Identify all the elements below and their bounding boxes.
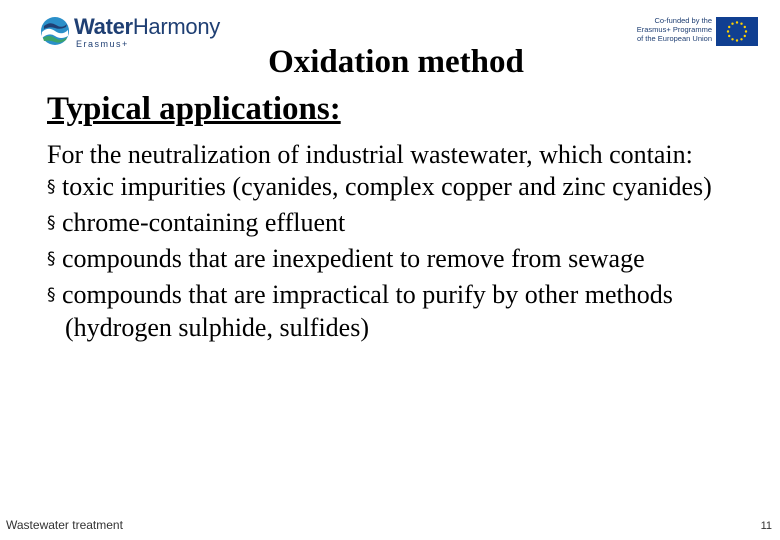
water-harmony-logo-icon	[40, 16, 70, 46]
bullet-text: toxic impurities (cyanides, complex copper and zinc cyanides)	[62, 172, 712, 201]
bullet-item	[47, 172, 767, 205]
eu-star	[731, 23, 733, 25]
eu-star	[745, 30, 747, 32]
bullet-text: compounds that are inexpedient to remove from sewage	[62, 244, 645, 273]
bullet-mark: §	[47, 213, 56, 233]
eu-cofunded-text	[620, 16, 712, 43]
eu-star	[740, 23, 742, 25]
bullet-item	[47, 208, 767, 241]
slide-content	[47, 140, 767, 345]
eu-flag-icon	[716, 17, 758, 46]
bullet-text: chrome-containing effluent	[62, 208, 346, 237]
bullet-item	[47, 244, 767, 277]
bullet-mark: §	[47, 249, 56, 269]
erasmus-label: Erasmus+	[76, 39, 129, 49]
slide-heading: Typical applications:	[47, 91, 341, 127]
eu-text-line-1: Co-funded by the	[654, 16, 712, 25]
slide-title: Oxidation method	[268, 44, 524, 80]
eu-star	[736, 21, 738, 23]
eu-star	[728, 35, 730, 37]
bullet-mark: §	[47, 177, 56, 197]
eu-star	[727, 30, 729, 32]
eu-text-line-2: Erasmus+ Programme	[636, 25, 712, 34]
bullet-item	[47, 280, 767, 342]
footer-topic: Wastewater treatment	[6, 518, 123, 532]
eu-star	[728, 26, 730, 28]
bullet-mark: §	[47, 285, 56, 305]
intro-paragraph: For the neutralization of industrial wastewater, which contain:	[47, 140, 693, 169]
eu-star	[744, 26, 746, 28]
eu-text-line-3: of the European Union	[636, 34, 712, 43]
page-number: 11	[760, 520, 772, 532]
bullet-text: compounds that are impractical to purify by other methods (hydrogen sulphide, sulfides)	[62, 280, 673, 342]
eu-star	[731, 38, 733, 40]
eu-star	[740, 38, 742, 40]
eu-star	[744, 35, 746, 37]
water-harmony-logo-name: WaterHarmony	[74, 14, 220, 39]
eu-star	[736, 39, 738, 41]
